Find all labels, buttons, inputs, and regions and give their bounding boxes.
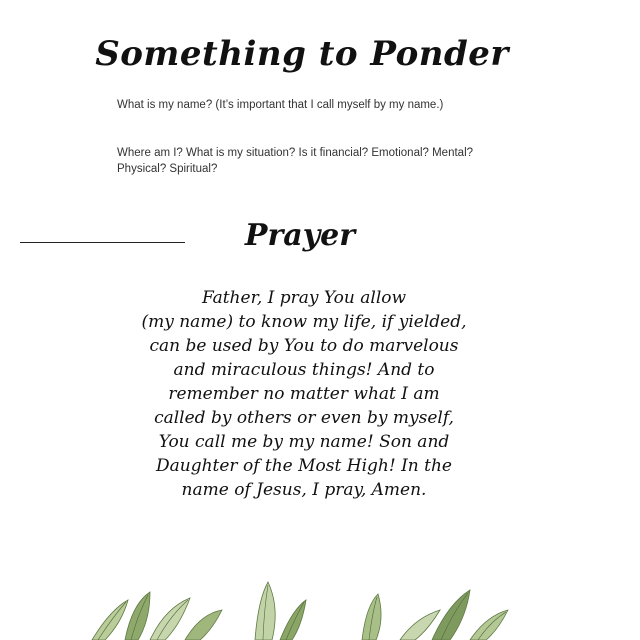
prayer-line: Daughter of the Most High! In the [156, 456, 452, 476]
prayer-line: remember no matter what I am [168, 384, 440, 404]
prayer-title: Prayer [244, 218, 356, 253]
ponder-question-situation: Where am I? What is my situation? Is it financial? Emotional? Mental? Physical? Spiritual? [117, 147, 474, 175]
prayer-line: name of Jesus, I pray, Amen. [181, 480, 427, 500]
prayer-line: (my name) to know my life, if yielded, [141, 312, 467, 332]
section-divider [20, 242, 185, 243]
prayer-line: You call me by my name! Son and [158, 432, 450, 452]
ponder-question-name: What is my name? (It’s important that I call myself by my name.) [117, 99, 444, 111]
prayer-text [96, 286, 512, 502]
leaf-foliage-icon [0, 570, 640, 640]
prayer-line: and miraculous things! And to [173, 360, 435, 380]
prayer-line: Father, I pray You allow [201, 288, 407, 308]
prayer-line: can be used by You to do marvelous [149, 336, 459, 356]
prayer-line: called by others or even by myself, [154, 408, 454, 428]
ponder-title: Something to Ponder [95, 34, 509, 74]
